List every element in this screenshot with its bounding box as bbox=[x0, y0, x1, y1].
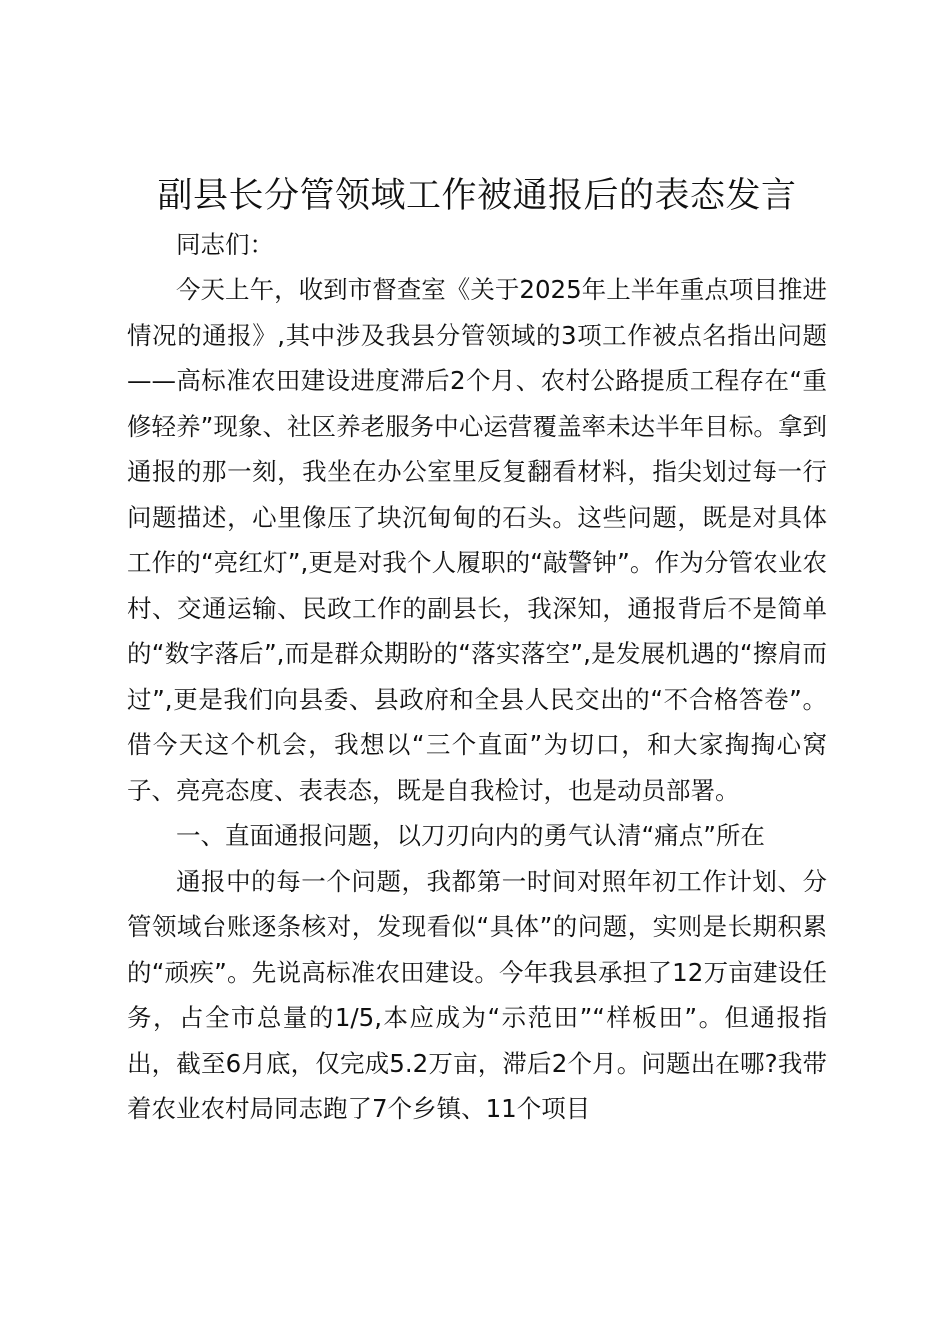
greeting: 同志们： bbox=[176, 230, 274, 259]
paragraph-1: 今天上午，收到市督查室《关于2025年上半年重点项目推进情况的通报》,其中涉及我县分管领域的3项工作被点名指出问题——高标准农田建设进度滞后2个月、农村公路提质工程存在“重修轻养”现象、社区养老服务中心运营覆盖率未达半年目标。拿到通报的那一刻，我坐在办公室里反复翻看材料，指尖划过每一行问题描述，心里像压了块沉甸甸的石头。这些问题，既是对具体工作的“亮红灯”,更是对我个人履职的“敲警钟”。作为分管农业农村、交通运输、民政工作的副县长，我深知，通报背后不是简单的“数字落后”,而是群众期盼的“落实落空”,是发展机遇的“擦肩而过”,更是我们向县委、县政府和全县人民交出的“不合格答卷”。借今天这个机会，我想以“三个直面”为切口，和大家掏掏心窝子、亮亮态度、表表态，既是自我检讨，也是动员部署。 bbox=[127, 275, 827, 805]
document-title: 副县长分管领域工作被通报后的表态发言 bbox=[157, 176, 797, 216]
paragraph-2: 通报中的每一个问题，我都第一时间对照年初工作计划、分管领域台账逐条核对，发现看似“具体”的问题，实则是长期积累的“顽疾”。先说高标准农田建设。今年我县承担了12万亩建设任务，占全市总量的1/5,本应成为“示范田”“样板田”。但通报指出，截至6月底，仅完成5.2万亩，滞后2个月。问题出在哪?我带着农业农村局同志跑了7个乡镇、11个项目 bbox=[127, 866, 827, 1123]
document-body bbox=[127, 170, 827, 1132]
section-heading-1: 一、直面通报问题，以刀刃向内的勇气认清“痛点”所在 bbox=[176, 821, 765, 850]
